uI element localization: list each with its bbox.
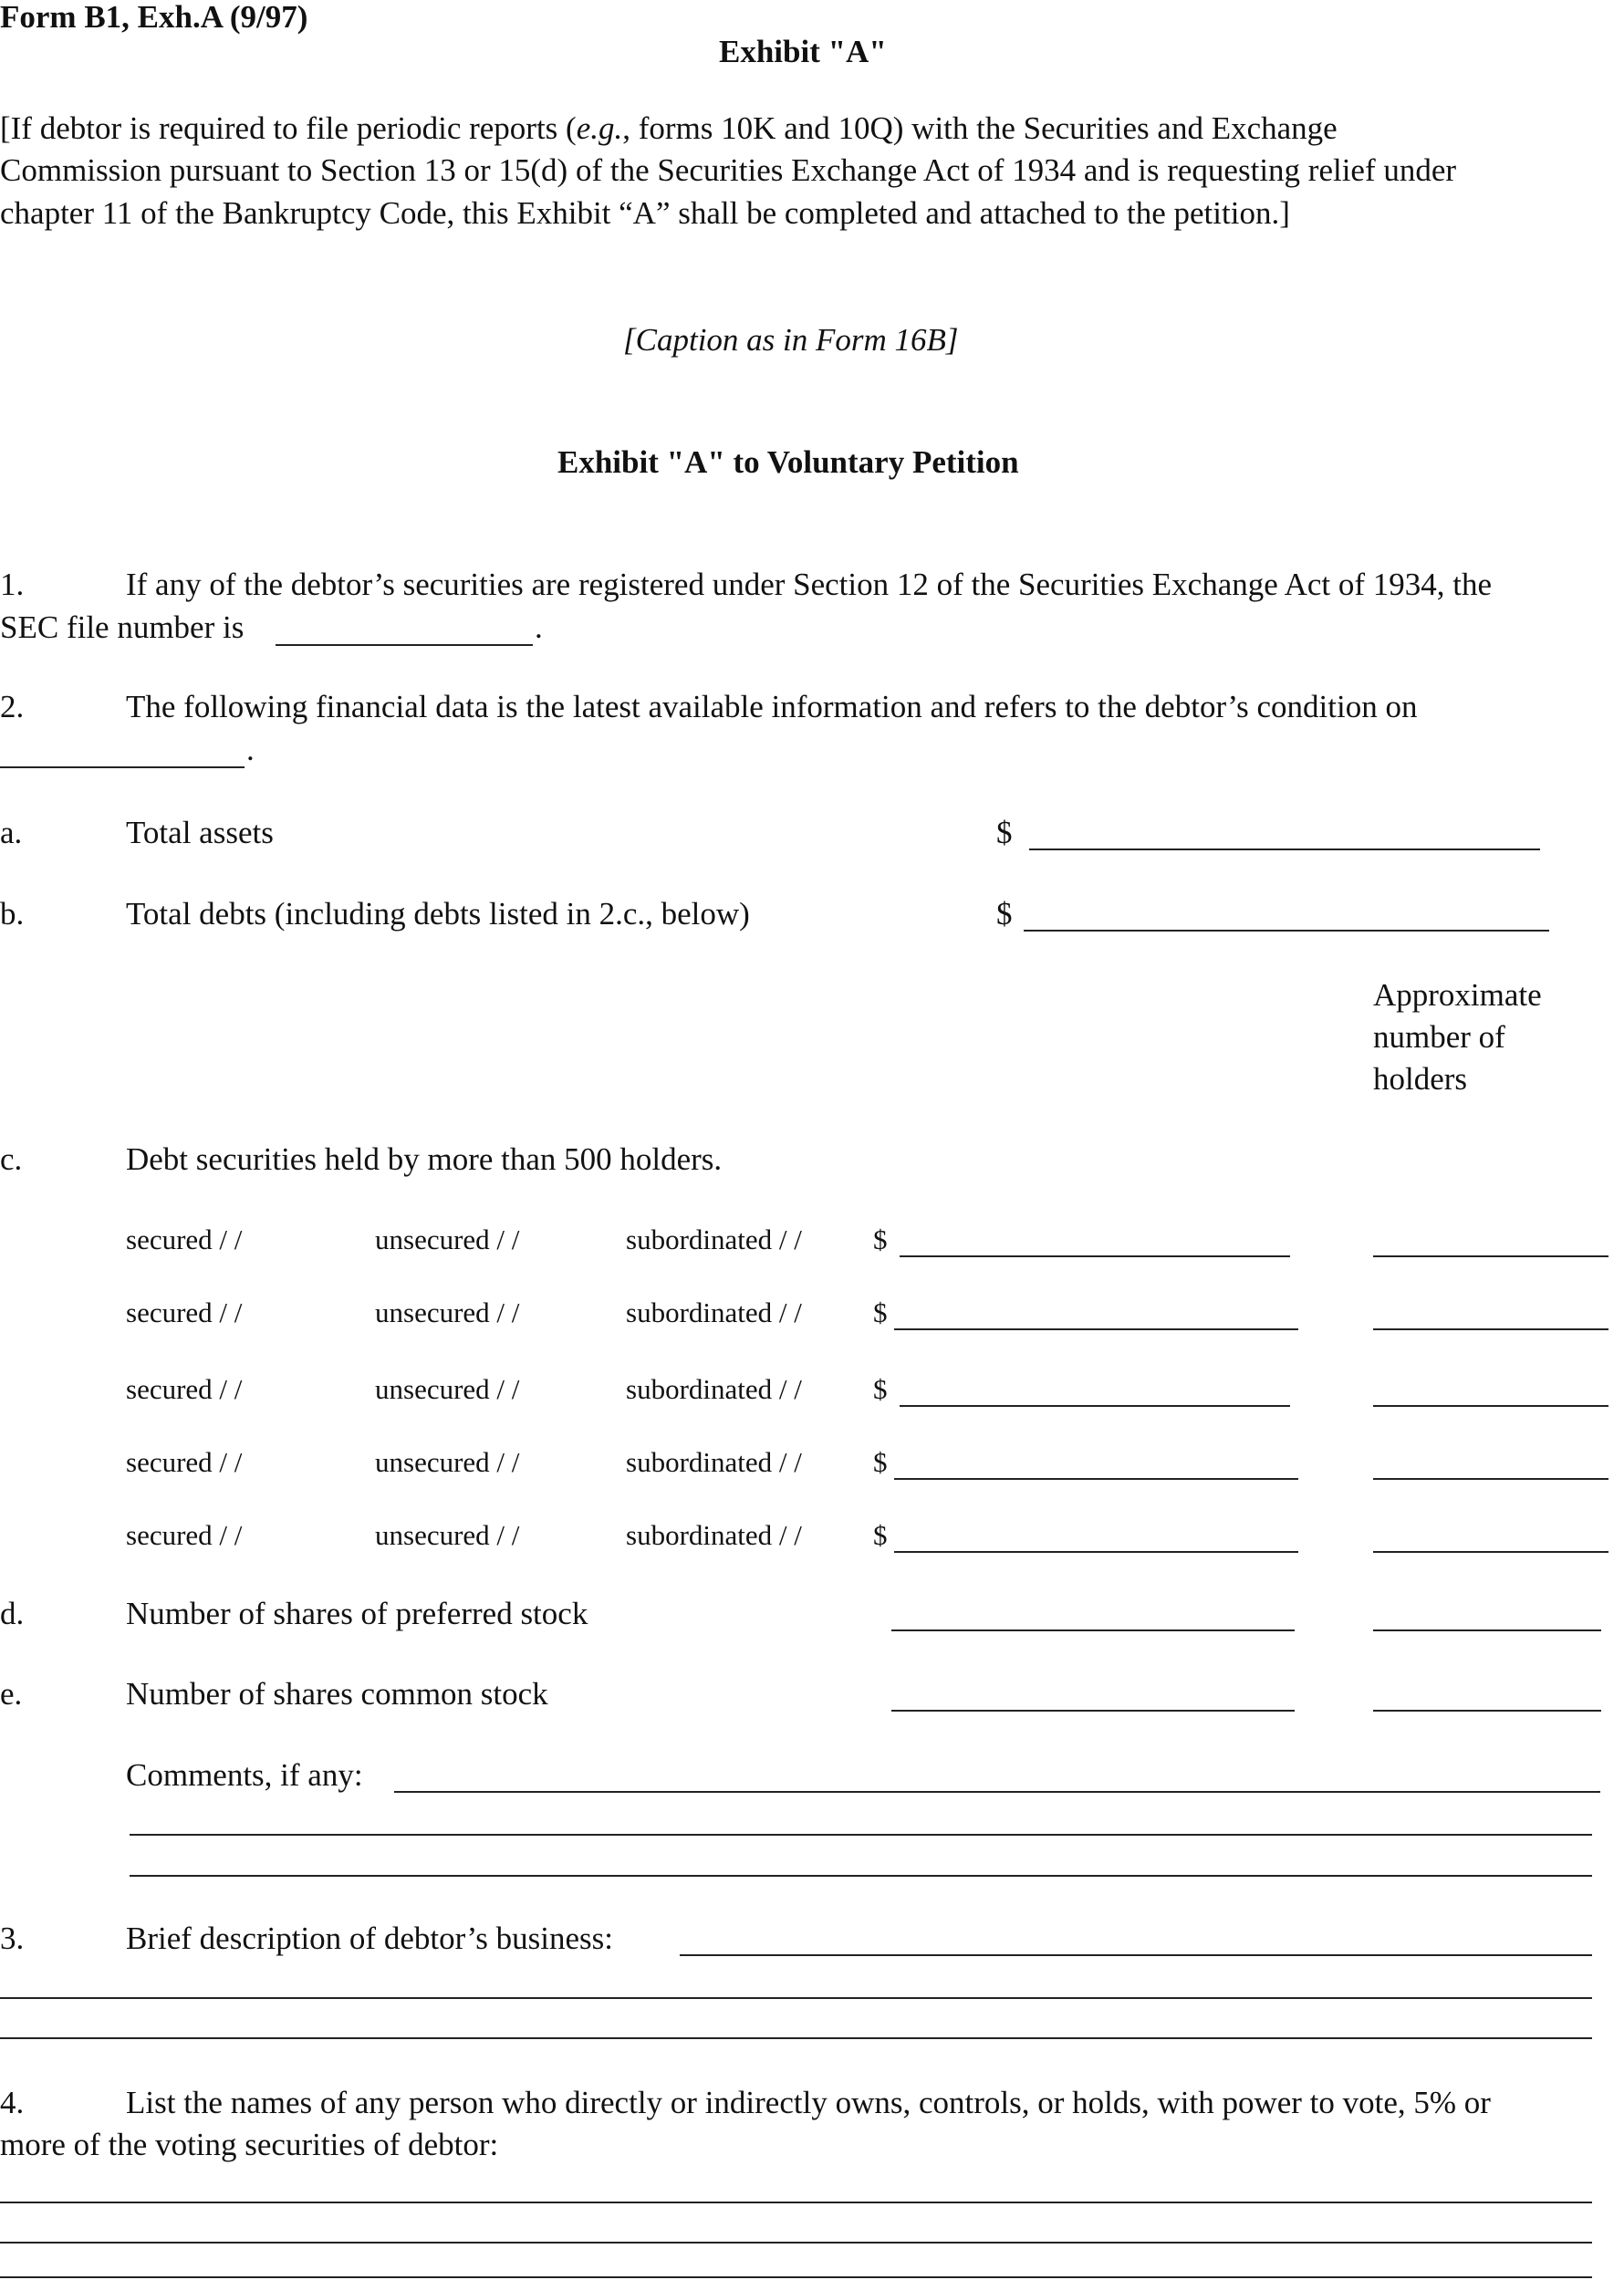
subordinated-checkbox[interactable]: subordinated / / (626, 1223, 802, 1255)
unsecured-checkbox[interactable]: unsecured / / (375, 1373, 520, 1405)
item-1-period: . (535, 609, 543, 645)
holders-header-2: number of (1373, 1019, 1505, 1055)
subordinated-checkbox[interactable]: subordinated / / (626, 1446, 802, 1478)
item-d-label: Number of shares of preferred stock (126, 1596, 588, 1631)
exhibit-title: Exhibit "A" (719, 34, 887, 69)
item-a-label: Total assets (126, 815, 274, 850)
comments-label: Comments, if any: (126, 1757, 363, 1793)
item-1-number: 1. (0, 567, 25, 602)
total-debts-field[interactable] (1024, 930, 1549, 932)
instructions-line-1: [If debtor is required to file periodic reports (e.g., forms 10K and 10Q) with the Securities and Exchange (0, 110, 1338, 146)
item-b-letter: b. (0, 896, 25, 932)
business-description-field-1[interactable] (680, 1954, 1592, 1956)
item-4-number: 4. (0, 2085, 25, 2120)
debt-amount-field[interactable] (894, 1478, 1298, 1480)
secured-checkbox[interactable]: secured / / (126, 1296, 243, 1328)
common-shares-field[interactable] (891, 1710, 1295, 1712)
comments-field-2[interactable] (130, 1834, 1592, 1836)
item-b-label: Total debts (including debts listed in 2.c., below) (126, 896, 750, 932)
debt-holders-field[interactable] (1373, 1478, 1608, 1480)
debt-currency: $ (873, 1519, 888, 1551)
preferred-holders-field[interactable] (1373, 1629, 1601, 1631)
debt-currency: $ (873, 1446, 888, 1478)
secured-checkbox[interactable]: secured / / (126, 1223, 243, 1255)
secured-checkbox[interactable]: secured / / (126, 1446, 243, 1478)
comments-field-3[interactable] (130, 1875, 1592, 1877)
unsecured-checkbox[interactable]: unsecured / / (375, 1446, 520, 1478)
unsecured-checkbox[interactable]: unsecured / / (375, 1296, 520, 1328)
subordinated-checkbox[interactable]: subordinated / / (626, 1519, 802, 1551)
debt-amount-field[interactable] (894, 1551, 1298, 1553)
debt-holders-field[interactable] (1373, 1255, 1608, 1257)
item-a-letter: a. (0, 815, 23, 850)
preferred-shares-field[interactable] (891, 1629, 1295, 1631)
subordinated-checkbox[interactable]: subordinated / / (626, 1373, 802, 1405)
debt-currency: $ (873, 1223, 888, 1255)
debt-holders-field[interactable] (1373, 1405, 1608, 1407)
holders-header-1: Approximate (1373, 977, 1542, 1013)
item-c-letter: c. (0, 1141, 23, 1177)
common-holders-field[interactable] (1373, 1710, 1601, 1712)
item-e-letter: e. (0, 1676, 23, 1712)
voting-holders-field-1[interactable] (0, 2202, 1592, 2203)
debt-amount-field[interactable] (900, 1255, 1290, 1257)
debt-amount-field[interactable] (900, 1405, 1290, 1407)
debt-amount-field[interactable] (894, 1328, 1298, 1330)
condition-date-field[interactable] (0, 766, 245, 768)
caption-note: [Caption as in Form 16B] (623, 322, 959, 358)
debt-holders-field[interactable] (1373, 1328, 1608, 1330)
comments-field-1[interactable] (394, 1791, 1600, 1793)
unsecured-checkbox[interactable]: unsecured / / (375, 1519, 520, 1551)
item-4-text-2: more of the voting securities of debtor: (0, 2127, 499, 2162)
item-2-number: 2. (0, 689, 25, 724)
business-description-field-2[interactable] (0, 1997, 1592, 1999)
voting-holders-field-2[interactable] (0, 2242, 1592, 2244)
secured-checkbox[interactable]: secured / / (126, 1519, 243, 1551)
form-id: Form B1, Exh.A (9/97) (0, 0, 308, 35)
secured-checkbox[interactable]: secured / / (126, 1373, 243, 1405)
debt-currency: $ (873, 1296, 888, 1328)
item-1-text-2: SEC file number is (0, 609, 245, 645)
item-2-period: . (246, 732, 255, 767)
item-3-number: 3. (0, 1921, 25, 1956)
instructions-line-3: chapter 11 of the Bankruptcy Code, this Exhibit “A” shall be completed and attached to the petition.] (0, 195, 1290, 231)
item-c-label: Debt securities held by more than 500 holders. (126, 1141, 723, 1177)
item-d-letter: d. (0, 1596, 25, 1631)
item-e-label: Number of shares common stock (126, 1676, 548, 1712)
business-description-field-3[interactable] (0, 2037, 1592, 2039)
sec-file-number-field[interactable] (276, 644, 533, 646)
voting-holders-field-3[interactable] (0, 2276, 1592, 2278)
debt-holders-field[interactable] (1373, 1551, 1608, 1553)
debt-currency: $ (873, 1373, 888, 1405)
item-4-text: List the names of any person who directly or indirectly owns, controls, or holds, with power to vote, 5% or (126, 2085, 1491, 2120)
item-a-currency: $ (996, 815, 1013, 850)
total-assets-field[interactable] (1029, 848, 1540, 850)
unsecured-checkbox[interactable]: unsecured / / (375, 1223, 520, 1255)
item-b-currency: $ (996, 896, 1013, 932)
petition-title: Exhibit "A" to Voluntary Petition (557, 444, 1019, 480)
item-1-text: If any of the debtor’s securities are registered under Section 12 of the Securities Exchange Act of 1934, the (126, 567, 1493, 602)
holders-header-3: holders (1373, 1061, 1468, 1097)
item-2-text: The following financial data is the latest available information and refers to the debtor’s condition on (126, 689, 1418, 724)
item-3-label: Brief description of debtor’s business: (126, 1921, 613, 1956)
subordinated-checkbox[interactable]: subordinated / / (626, 1296, 802, 1328)
instructions-line-2: Commission pursuant to Section 13 or 15(d) of the Securities Exchange Act of 1934 and is requesting relief under (0, 152, 1457, 188)
